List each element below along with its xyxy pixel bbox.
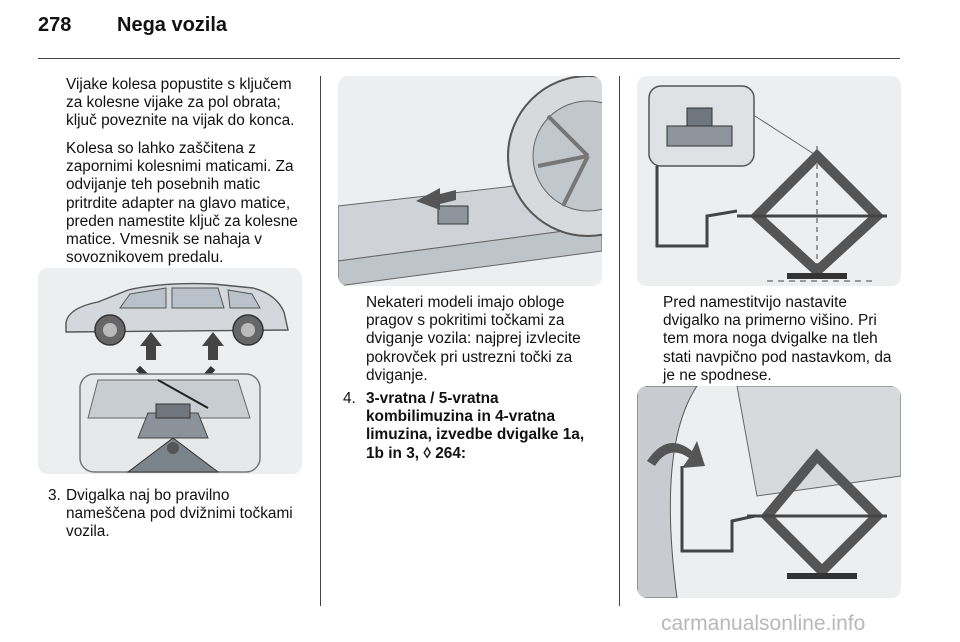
watermark: carmanualsonline.info (661, 612, 866, 635)
page-reference-icon: ◊ (423, 444, 431, 462)
car-lift-points-illustration (38, 268, 302, 474)
column-divider-2 (619, 76, 620, 606)
col1-paragraph-1: Vijake kolesa popustite s ključem za kolesne vijake za pol obrata; ključ poveznite na vijak do konca. (66, 76, 295, 130)
column-divider-1 (320, 76, 321, 606)
page-title: Nega vozila (117, 14, 228, 36)
jack-crank-illustration (637, 386, 901, 598)
sill-cover-illustration (338, 76, 602, 286)
step-4-number: 4. (343, 390, 356, 407)
col3-paragraph-1: Pred namestitvijo nastavite dvigalko na primerno višino. Pri tem mora noga dvigalke na tleh stati navpično pod nastavkom, da je ne spodnese. (663, 294, 892, 384)
step-3-text: Dvigalka naj bo pravilno nameščena pod dvižnimi točkami vozila. (66, 487, 293, 541)
header-divider (38, 58, 900, 59)
step-3-number: 3. (48, 487, 61, 504)
col2-paragraph-1: Nekateri modeli imajo obloge pragov s pokritimi točkami za dviganje vozila: najprej izvlecite pokrovček pri ustrezni točki za dviganje. (366, 294, 581, 384)
page-reference[interactable]: 264: (435, 444, 467, 462)
page-number: 278 (38, 14, 72, 36)
step-4-text: 3-vratna / 5-vratna kombilimuzina in 4-vratna limuzina, izvedbe dvigalke 1a, 1b in 3, ◊ 264: (366, 390, 585, 462)
jack-setup-illustration (637, 76, 901, 286)
col1-paragraph-2: Kolesa so lahko zaščitena z zapornimi kolesnimi maticami. Za odvijanje teh posebnih matic pritrdite adapter na glavo matice, preden namestite ključ za kolesne matice. Vmesnik se nahaja v sovoznikovem predalu. (66, 140, 298, 267)
